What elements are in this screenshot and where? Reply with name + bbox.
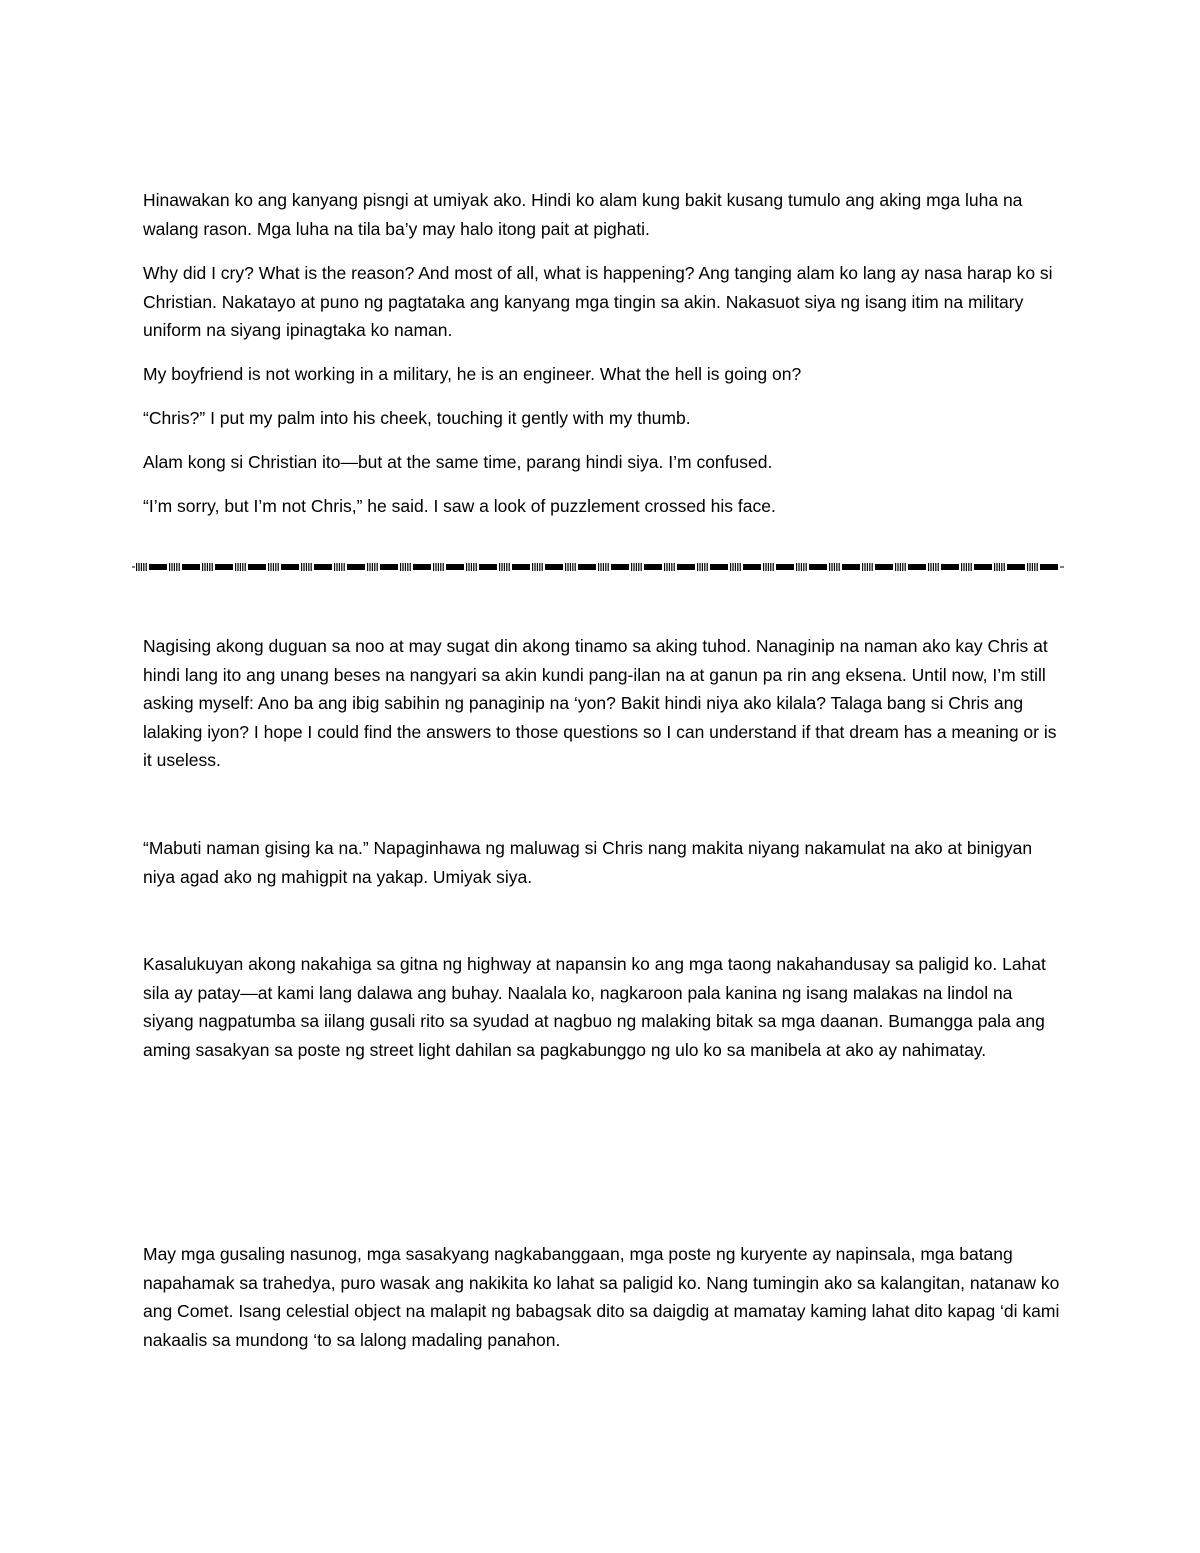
paragraph-2: Why did I cry? What is the reason? And most of all, what is happening? Ang tanging alam ko lang ay nasa harap ko si Christian. Nakatayo at puno ng pagtataka ang kanyang mga tingin sa akin. Nakasuot siya ng isang itim na military uniform na siyang ipinagtaka ko naman. (143, 263, 1053, 341)
paragraph-10: May mga gusaling nasunog, mga sasakyang nagkabanggaan, mga poste ng kuryente ay napinsala, mga batang napahamak sa trahedya, puro wasak ang nakikita ko lahat sa paligid ko. Nang tumingin ako sa kalangitan, natanaw ko ang Comet. Isang celestial object na malapit ng babagsak dito sa daigdig at mamatay kaming lahat dito kapag ‘di kami nakaalis sa mundong ‘to sa lalong madaling panahon. (143, 1244, 1060, 1350)
decorative-divider (132, 563, 1064, 571)
divider-pattern (132, 563, 1064, 571)
paragraph-6: “I’m sorry, but I’m not Chris,” he said. I saw a look of puzzlement crossed his face. (143, 496, 776, 516)
paragraph-8: “Mabuti naman gising ka na.” Napaginhawa ng maluwag si Chris nang makita niyang nakamulat na ako at binigyan niya agad ako ng mahigpit na yakap. Umiyak siya. (143, 838, 1033, 887)
paragraph-3: My boyfriend is not working in a military, he is an engineer. What the hell is going on? (143, 364, 802, 384)
paragraph-5: Alam kong si Christian ito—but at the same time, parang hindi siya. I’m confused. (143, 452, 773, 472)
paragraph-7: Nagising akong duguan sa noo at may sugat din akong tinamo sa aking tuhod. Nanaginip na naman ako kay Chris at hindi lang ito ang unang beses na nangyari sa akin kundi pang-ilan na at ganun pa rin ang eksena. Until now, I’m still asking myself: Ano ba ang ibig sabihin ng panaginip na ‘yon? Bakit hindi niya ako kilala? Talaga bang si Chris ang lalaking iyon? I hope I could find the answers to those questions so I can understand if that dream has a meaning or is it useless. (143, 636, 1057, 771)
paragraph-1: Hinawakan ko ang kanyang pisngi at umiyak ako. Hindi ko alam kung bakit kusang tumulo ang aking mga luha na walang rason. Mga luha na tila ba’y may halo itong pait at pighati. (143, 190, 1023, 239)
paragraph-4: “Chris?” I put my palm into his cheek, touching it gently with my thumb. (143, 408, 691, 428)
paragraph-9: Kasalukuyan akong nakahiga sa gitna ng highway at napansin ko ang mga taong nakahandusay sa paligid ko. Lahat sila ay patay—at kami lang dalawa ang buhay. Naalala ko, nagkaroon pala kanina ng isang malakas na lindol na siyang nagpatumba sa iilang gusali rito sa syudad at nagbuo ng malaking bitak sa mga daanan. Bumangga pala ang aming sasakyan sa poste ng street light dahilan sa pagkabunggo ng ulo ko sa manibela at ako ay nahimatay. (143, 954, 1046, 1060)
